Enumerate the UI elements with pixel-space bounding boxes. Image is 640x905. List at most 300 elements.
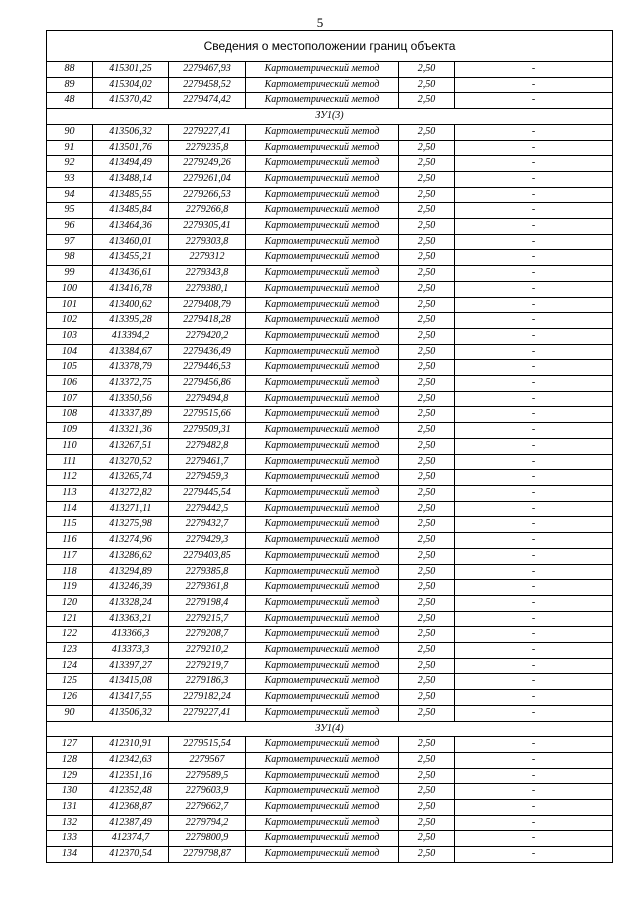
accuracy-cell: 2,50 (399, 815, 455, 831)
accuracy-cell: 2,50 (399, 517, 455, 533)
method-cell: Картометрический метод (246, 485, 399, 501)
description-cell: - (455, 376, 613, 392)
description-cell: - (455, 595, 613, 611)
table-row (47, 485, 613, 501)
accuracy-cell: 2,50 (399, 344, 455, 360)
accuracy-cell: 2,50 (399, 737, 455, 753)
method-cell: Картометрический метод (246, 454, 399, 470)
description-cell: - (455, 548, 613, 564)
method-cell: Картометрический метод (246, 580, 399, 596)
method-cell: Картометрический метод (246, 595, 399, 611)
y-coordinate-cell: 2279456,86 (169, 376, 246, 392)
y-coordinate-cell: 2279215,7 (169, 611, 246, 627)
accuracy-cell: 2,50 (399, 548, 455, 564)
table-row (47, 454, 613, 470)
method-cell: Картометрический метод (246, 313, 399, 329)
point-number-cell: 95 (47, 203, 93, 219)
method-cell: Картометрический метод (246, 611, 399, 627)
accuracy-cell: 2,50 (399, 187, 455, 203)
accuracy-cell: 2,50 (399, 234, 455, 250)
accuracy-cell: 2,50 (399, 250, 455, 266)
method-cell: Картометрический метод (246, 328, 399, 344)
accuracy-cell: 2,50 (399, 328, 455, 344)
accuracy-cell: 2,50 (399, 266, 455, 282)
accuracy-cell: 2,50 (399, 658, 455, 674)
y-coordinate-cell: 2279385,8 (169, 564, 246, 580)
y-coordinate-cell: 2279589,5 (169, 768, 246, 784)
accuracy-cell: 2,50 (399, 784, 455, 800)
y-coordinate-cell: 2279603,9 (169, 784, 246, 800)
y-coordinate-cell: 2279432,7 (169, 517, 246, 533)
point-number-cell: 90 (47, 705, 93, 721)
boundary-coordinates-table (46, 30, 613, 863)
x-coordinate-cell: 415370,42 (93, 93, 169, 109)
method-cell: Картометрический метод (246, 737, 399, 753)
description-cell: - (455, 517, 613, 533)
point-number-cell: 48 (47, 93, 93, 109)
point-number-cell: 110 (47, 438, 93, 454)
y-coordinate-cell: 2279474,42 (169, 93, 246, 109)
x-coordinate-cell: 412374,7 (93, 831, 169, 847)
table-row (47, 800, 613, 816)
accuracy-cell: 2,50 (399, 281, 455, 297)
description-cell: - (455, 297, 613, 313)
point-number-cell: 107 (47, 391, 93, 407)
y-coordinate-cell: 2279408,79 (169, 297, 246, 313)
method-cell: Картометрический метод (246, 423, 399, 439)
accuracy-cell: 2,50 (399, 391, 455, 407)
description-cell: - (455, 831, 613, 847)
x-coordinate-cell: 413395,28 (93, 313, 169, 329)
point-number-cell: 103 (47, 328, 93, 344)
y-coordinate-cell: 2279515,66 (169, 407, 246, 423)
accuracy-cell: 2,50 (399, 171, 455, 187)
table-row (47, 360, 613, 376)
y-coordinate-cell: 2279461,7 (169, 454, 246, 470)
y-coordinate-cell: 2279459,3 (169, 470, 246, 486)
x-coordinate-cell: 413246,39 (93, 580, 169, 596)
y-coordinate-cell: 2279800,9 (169, 831, 246, 847)
method-cell: Картометрический метод (246, 234, 399, 250)
method-cell: Картометрический метод (246, 564, 399, 580)
description-cell: - (455, 344, 613, 360)
method-cell: Картометрический метод (246, 800, 399, 816)
description-cell: - (455, 847, 613, 863)
point-number-cell: 91 (47, 140, 93, 156)
description-cell: - (455, 62, 613, 78)
method-cell: Картометрический метод (246, 705, 399, 721)
y-coordinate-cell: 2279219,7 (169, 658, 246, 674)
y-coordinate-cell: 2279235,8 (169, 140, 246, 156)
description-cell: - (455, 328, 613, 344)
table-row (47, 219, 613, 235)
description-cell: - (455, 485, 613, 501)
accuracy-cell: 2,50 (399, 124, 455, 140)
accuracy-cell: 2,50 (399, 313, 455, 329)
x-coordinate-cell: 413321,36 (93, 423, 169, 439)
section-label: ЗУ1(3) (47, 109, 613, 125)
description-cell: - (455, 423, 613, 439)
description-cell: - (455, 454, 613, 470)
y-coordinate-cell: 2279420,2 (169, 328, 246, 344)
method-cell: Картометрический метод (246, 768, 399, 784)
point-number-cell: 124 (47, 658, 93, 674)
method-cell: Картометрический метод (246, 470, 399, 486)
x-coordinate-cell: 413436,61 (93, 266, 169, 282)
accuracy-cell: 2,50 (399, 690, 455, 706)
description-cell: - (455, 564, 613, 580)
method-cell: Картометрический метод (246, 658, 399, 674)
point-number-cell: 128 (47, 752, 93, 768)
method-cell: Картометрический метод (246, 360, 399, 376)
method-cell: Картометрический метод (246, 627, 399, 643)
accuracy-cell: 2,50 (399, 93, 455, 109)
x-coordinate-cell: 413494,49 (93, 156, 169, 172)
table-row (47, 62, 613, 78)
table-row (47, 658, 613, 674)
accuracy-cell: 2,50 (399, 705, 455, 721)
method-cell: Картометрический метод (246, 643, 399, 659)
table-row (47, 752, 613, 768)
point-number-cell: 94 (47, 187, 93, 203)
x-coordinate-cell: 413455,21 (93, 250, 169, 266)
accuracy-cell: 2,50 (399, 140, 455, 156)
table-row (47, 140, 613, 156)
table-row (47, 831, 613, 847)
table-row (47, 705, 613, 721)
x-coordinate-cell: 412351,16 (93, 768, 169, 784)
method-cell: Картометрический метод (246, 752, 399, 768)
method-cell: Картометрический метод (246, 847, 399, 863)
description-cell: - (455, 643, 613, 659)
description-cell: - (455, 658, 613, 674)
method-cell: Картометрический метод (246, 77, 399, 93)
accuracy-cell: 2,50 (399, 360, 455, 376)
x-coordinate-cell: 413378,79 (93, 360, 169, 376)
table-row (47, 124, 613, 140)
method-cell: Картометрический метод (246, 140, 399, 156)
point-number-cell: 114 (47, 501, 93, 517)
y-coordinate-cell: 2279794,2 (169, 815, 246, 831)
y-coordinate-cell: 2279227,41 (169, 705, 246, 721)
table-row (47, 328, 613, 344)
x-coordinate-cell: 413337,89 (93, 407, 169, 423)
method-cell: Картометрический метод (246, 187, 399, 203)
y-coordinate-cell: 2279403,85 (169, 548, 246, 564)
y-coordinate-cell: 2279305,41 (169, 219, 246, 235)
table-row (47, 643, 613, 659)
point-number-cell: 104 (47, 344, 93, 360)
method-cell: Картометрический метод (246, 156, 399, 172)
x-coordinate-cell: 413416,78 (93, 281, 169, 297)
section-row (47, 721, 613, 737)
method-cell: Картометрический метод (246, 171, 399, 187)
x-coordinate-cell: 413275,98 (93, 517, 169, 533)
x-coordinate-cell: 413506,32 (93, 124, 169, 140)
method-cell: Картометрический метод (246, 501, 399, 517)
method-cell: Картометрический метод (246, 93, 399, 109)
description-cell: - (455, 250, 613, 266)
x-coordinate-cell: 413488,14 (93, 171, 169, 187)
table-row (47, 627, 613, 643)
point-number-cell: 131 (47, 800, 93, 816)
table-row (47, 297, 613, 313)
description-cell: - (455, 533, 613, 549)
method-cell: Картометрический метод (246, 690, 399, 706)
description-cell: - (455, 438, 613, 454)
x-coordinate-cell: 413464,36 (93, 219, 169, 235)
description-cell: - (455, 784, 613, 800)
method-cell: Картометрический метод (246, 533, 399, 549)
description-cell: - (455, 768, 613, 784)
point-number-cell: 93 (47, 171, 93, 187)
table-row (47, 250, 613, 266)
accuracy-cell: 2,50 (399, 438, 455, 454)
x-coordinate-cell: 413400,62 (93, 297, 169, 313)
point-number-cell: 92 (47, 156, 93, 172)
method-cell: Картометрический метод (246, 548, 399, 564)
table-row (47, 815, 613, 831)
point-number-cell: 122 (47, 627, 93, 643)
y-coordinate-cell: 2279567 (169, 752, 246, 768)
x-coordinate-cell: 412387,49 (93, 815, 169, 831)
point-number-cell: 109 (47, 423, 93, 439)
table-row (47, 470, 613, 486)
accuracy-cell: 2,50 (399, 77, 455, 93)
table-row (47, 595, 613, 611)
x-coordinate-cell: 412368,87 (93, 800, 169, 816)
table-row (47, 376, 613, 392)
table-row (47, 156, 613, 172)
x-coordinate-cell: 413363,21 (93, 611, 169, 627)
point-number-cell: 99 (47, 266, 93, 282)
accuracy-cell: 2,50 (399, 752, 455, 768)
point-number-cell: 123 (47, 643, 93, 659)
y-coordinate-cell: 2279436,49 (169, 344, 246, 360)
point-number-cell: 120 (47, 595, 93, 611)
y-coordinate-cell: 2279312 (169, 250, 246, 266)
x-coordinate-cell: 413373,3 (93, 643, 169, 659)
y-coordinate-cell: 2279458,52 (169, 77, 246, 93)
accuracy-cell: 2,50 (399, 501, 455, 517)
point-number-cell: 119 (47, 580, 93, 596)
y-coordinate-cell: 2279303,8 (169, 234, 246, 250)
accuracy-cell: 2,50 (399, 376, 455, 392)
accuracy-cell: 2,50 (399, 643, 455, 659)
x-coordinate-cell: 413350,56 (93, 391, 169, 407)
point-number-cell: 97 (47, 234, 93, 250)
point-number-cell: 117 (47, 548, 93, 564)
point-number-cell: 126 (47, 690, 93, 706)
x-coordinate-cell: 413460,01 (93, 234, 169, 250)
y-coordinate-cell: 2279208,7 (169, 627, 246, 643)
accuracy-cell: 2,50 (399, 454, 455, 470)
method-cell: Картометрический метод (246, 831, 399, 847)
description-cell: - (455, 407, 613, 423)
method-cell: Картометрический метод (246, 815, 399, 831)
table-row (47, 266, 613, 282)
x-coordinate-cell: 413286,62 (93, 548, 169, 564)
description-cell: - (455, 674, 613, 690)
table-row (47, 580, 613, 596)
description-cell: - (455, 77, 613, 93)
x-coordinate-cell: 413267,51 (93, 438, 169, 454)
x-coordinate-cell: 413366,3 (93, 627, 169, 643)
description-cell: - (455, 800, 613, 816)
table-row (47, 203, 613, 219)
accuracy-cell: 2,50 (399, 423, 455, 439)
description-cell: - (455, 360, 613, 376)
point-number-cell: 111 (47, 454, 93, 470)
point-number-cell: 100 (47, 281, 93, 297)
table-title-row (47, 31, 613, 62)
accuracy-cell: 2,50 (399, 611, 455, 627)
y-coordinate-cell: 2279266,53 (169, 187, 246, 203)
y-coordinate-cell: 2279482,8 (169, 438, 246, 454)
y-coordinate-cell: 2279343,8 (169, 266, 246, 282)
method-cell: Картометрический метод (246, 250, 399, 266)
method-cell: Картометрический метод (246, 124, 399, 140)
description-cell: - (455, 501, 613, 517)
description-cell: - (455, 203, 613, 219)
y-coordinate-cell: 2279446,53 (169, 360, 246, 376)
description-cell: - (455, 391, 613, 407)
point-number-cell: 121 (47, 611, 93, 627)
method-cell: Картометрический метод (246, 266, 399, 282)
method-cell: Картометрический метод (246, 297, 399, 313)
table-row (47, 77, 613, 93)
y-coordinate-cell: 2279182,24 (169, 690, 246, 706)
table-row (47, 344, 613, 360)
table-row (47, 407, 613, 423)
y-coordinate-cell: 2279227,41 (169, 124, 246, 140)
table-row (47, 391, 613, 407)
x-coordinate-cell: 413384,67 (93, 344, 169, 360)
y-coordinate-cell: 2279418,28 (169, 313, 246, 329)
accuracy-cell: 2,50 (399, 831, 455, 847)
y-coordinate-cell: 2279249,26 (169, 156, 246, 172)
x-coordinate-cell: 413270,52 (93, 454, 169, 470)
accuracy-cell: 2,50 (399, 800, 455, 816)
point-number-cell: 102 (47, 313, 93, 329)
y-coordinate-cell: 2279186,3 (169, 674, 246, 690)
x-coordinate-cell: 413328,24 (93, 595, 169, 611)
table-row (47, 234, 613, 250)
y-coordinate-cell: 2279429,3 (169, 533, 246, 549)
x-coordinate-cell: 413485,84 (93, 203, 169, 219)
description-cell: - (455, 611, 613, 627)
method-cell: Картометрический метод (246, 674, 399, 690)
accuracy-cell: 2,50 (399, 768, 455, 784)
method-cell: Картометрический метод (246, 407, 399, 423)
section-label: ЗУ1(4) (47, 721, 613, 737)
point-number-cell: 108 (47, 407, 93, 423)
x-coordinate-cell: 413274,96 (93, 533, 169, 549)
description-cell: - (455, 187, 613, 203)
description-cell: - (455, 140, 613, 156)
accuracy-cell: 2,50 (399, 297, 455, 313)
accuracy-cell: 2,50 (399, 407, 455, 423)
table-row (47, 784, 613, 800)
x-coordinate-cell: 415304,02 (93, 77, 169, 93)
point-number-cell: 88 (47, 62, 93, 78)
x-coordinate-cell: 415301,25 (93, 62, 169, 78)
table-row (47, 548, 613, 564)
x-coordinate-cell: 413394,2 (93, 328, 169, 344)
description-cell: - (455, 93, 613, 109)
accuracy-cell: 2,50 (399, 219, 455, 235)
accuracy-cell: 2,50 (399, 847, 455, 863)
y-coordinate-cell: 2279361,8 (169, 580, 246, 596)
table-row (47, 674, 613, 690)
description-cell: - (455, 470, 613, 486)
x-coordinate-cell: 413506,32 (93, 705, 169, 721)
description-cell: - (455, 690, 613, 706)
accuracy-cell: 2,50 (399, 580, 455, 596)
x-coordinate-cell: 413501,76 (93, 140, 169, 156)
description-cell: - (455, 737, 613, 753)
description-cell: - (455, 815, 613, 831)
accuracy-cell: 2,50 (399, 674, 455, 690)
x-coordinate-cell: 413415,08 (93, 674, 169, 690)
x-coordinate-cell: 413272,82 (93, 485, 169, 501)
y-coordinate-cell: 2279798,87 (169, 847, 246, 863)
y-coordinate-cell: 2279198,4 (169, 595, 246, 611)
table-row (47, 847, 613, 863)
y-coordinate-cell: 2279662,7 (169, 800, 246, 816)
description-cell: - (455, 219, 613, 235)
table-row (47, 313, 613, 329)
table-row (47, 93, 613, 109)
point-number-cell: 134 (47, 847, 93, 863)
y-coordinate-cell: 2279210,2 (169, 643, 246, 659)
accuracy-cell: 2,50 (399, 62, 455, 78)
table-row (47, 564, 613, 580)
point-number-cell: 106 (47, 376, 93, 392)
accuracy-cell: 2,50 (399, 156, 455, 172)
y-coordinate-cell: 2279509,31 (169, 423, 246, 439)
point-number-cell: 129 (47, 768, 93, 784)
description-cell: - (455, 752, 613, 768)
point-number-cell: 89 (47, 77, 93, 93)
x-coordinate-cell: 412342,63 (93, 752, 169, 768)
point-number-cell: 115 (47, 517, 93, 533)
point-number-cell: 130 (47, 784, 93, 800)
method-cell: Картометрический метод (246, 281, 399, 297)
x-coordinate-cell: 413271,11 (93, 501, 169, 517)
point-number-cell: 112 (47, 470, 93, 486)
point-number-cell: 96 (47, 219, 93, 235)
x-coordinate-cell: 412370,54 (93, 847, 169, 863)
accuracy-cell: 2,50 (399, 470, 455, 486)
accuracy-cell: 2,50 (399, 533, 455, 549)
point-number-cell: 132 (47, 815, 93, 831)
point-number-cell: 98 (47, 250, 93, 266)
table-row (47, 517, 613, 533)
description-cell: - (455, 705, 613, 721)
description-cell: - (455, 234, 613, 250)
table-row (47, 281, 613, 297)
accuracy-cell: 2,50 (399, 564, 455, 580)
point-number-cell: 105 (47, 360, 93, 376)
table-row (47, 501, 613, 517)
description-cell: - (455, 313, 613, 329)
x-coordinate-cell: 413397,27 (93, 658, 169, 674)
point-number-cell: 116 (47, 533, 93, 549)
x-coordinate-cell: 413485,55 (93, 187, 169, 203)
page-number: 5 (316, 15, 324, 30)
x-coordinate-cell: 413265,74 (93, 470, 169, 486)
